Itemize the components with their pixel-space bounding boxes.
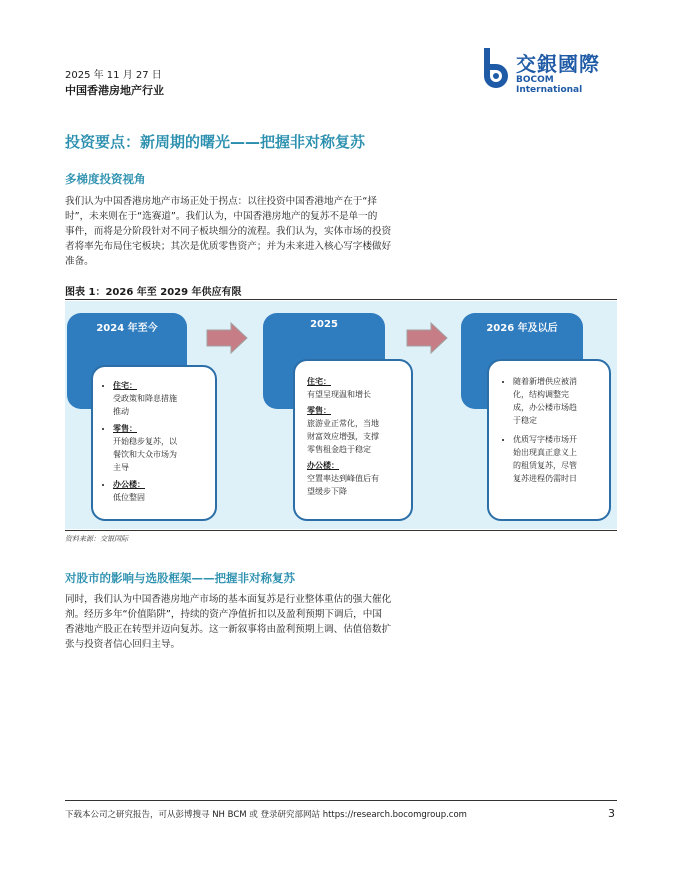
stage-card-2026-onward: [487, 359, 611, 521]
bocom-logo-icon: [474, 46, 514, 90]
section1-paragraph: [65, 194, 465, 269]
item-line: 受政策和降息措施: [113, 394, 177, 403]
paragraph-line: 准备。: [65, 256, 94, 267]
list-item: [513, 375, 609, 427]
section-title-stock-impact: 对股市的影响与选股框架——把握非对称复苏: [65, 571, 295, 585]
footer-text: 下载本公司之研究报告，可从彭博搜寻 NH BCM 或 登录研究部网站 https://research.bocomgroup.com: [65, 810, 467, 820]
item-label: 办公楼：: [113, 480, 145, 489]
logo-english-name: BOCOM International: [516, 75, 583, 95]
item-line: 旅游业正常化，当地: [307, 419, 379, 428]
list-item: [307, 459, 411, 498]
list-item: [113, 379, 215, 418]
stage-card-2024: [91, 365, 217, 521]
item-line: 开始稳步复苏，以: [113, 437, 177, 446]
figure-title: 图表 1：2026 年至 2029 年供应有限: [65, 287, 242, 298]
page-number: 3: [608, 807, 615, 820]
page-title: 投资要点：新周期的曙光——把握非对称复苏: [65, 133, 366, 151]
item-label: 住宅：: [307, 377, 331, 386]
paragraph-line: 香港地产股正在转型并迈向复苏。这一新叙事将由盈利预期上调、估值倍数扩: [65, 624, 392, 635]
item-line: 优质写字楼市场开: [513, 435, 577, 444]
item-line: 复苏进程仍需时日: [513, 474, 577, 483]
footer-rule: [65, 800, 617, 801]
item-line: 零售租金趋于稳定: [307, 445, 371, 454]
paragraph-line: 者将率先布局住宅板块；其次是优质零售资产；并为未来进入核心写字楼做好: [65, 241, 392, 252]
stage-header-label: 2026 年及以后: [486, 323, 558, 334]
paragraph-line: 时”，未来则在于“选赛道”。我们认为，中国香港房地产的复苏不是单一的: [65, 211, 378, 222]
item-label: 零售：: [307, 406, 331, 415]
item-label: 住宅：: [113, 381, 137, 390]
list-item: [113, 478, 215, 504]
figure-bottom-rule: [65, 530, 617, 531]
paragraph-line: 剂。经历多年“价值陷阱”，持续的资产净值折扣以及盈利预期下调后，中国: [65, 609, 382, 620]
item-line: 随着新增供应被消: [513, 377, 577, 386]
item-line: 餐饮和大众市场为: [113, 450, 177, 459]
item-line: 成，办公楼市场趋: [513, 403, 577, 412]
figure-panel: [65, 301, 617, 529]
logo-chinese-name: 交銀國際: [516, 52, 600, 76]
paragraph-line: 我们认为中国香港房地产市场正处于拐点：以往投资中国香港地产在于“择: [65, 196, 377, 207]
item-label: 办公楼：: [307, 461, 339, 470]
list-item: [307, 375, 411, 401]
section-title-investment-perspective: 多梯度投资视角: [65, 172, 146, 186]
item-line: 于稳定: [513, 416, 537, 425]
item-line: 化，结构调整完: [513, 390, 569, 399]
stage-header-label: 2024 年至今: [96, 323, 158, 334]
section2-paragraph: [65, 592, 465, 652]
stage-header-label: 2025: [310, 319, 338, 330]
paragraph-line: 同时，我们认为中国香港房地产市场的基本面复苏是行业整体重估的强大催化: [65, 594, 392, 605]
item-line: 始出现真正意义上: [513, 448, 577, 457]
report-date: 2025 年 11 月 27 日: [65, 70, 162, 81]
list-item: [513, 433, 609, 485]
stage-card-2025: [293, 359, 413, 521]
paragraph-line: 张与投资者信心回归主导。: [65, 639, 181, 650]
arrow-right-icon: [405, 321, 449, 355]
list-item: [307, 404, 411, 456]
item-line: 低位整固: [113, 493, 145, 502]
bocom-logo: [474, 46, 619, 95]
list-item: [113, 422, 215, 474]
item-line: 主导: [113, 463, 129, 472]
industry-label: 中国香港房地产行业: [65, 84, 164, 97]
item-line: 空置率达到峰值后有: [307, 474, 379, 483]
item-line: 有望呈现温和增长: [307, 390, 371, 399]
item-line: 的租赁复苏，尽管: [513, 461, 577, 470]
item-line: 推动: [113, 407, 129, 416]
item-line: 财富效应增强，支撑: [307, 432, 379, 441]
item-line: 望缓步下降: [307, 487, 347, 496]
paragraph-line: 事件，而将是分阶段针对不同子板块细分的流程。我们认为，实体市场的投资: [65, 226, 392, 237]
arrow-right-icon: [205, 321, 249, 355]
figure-source: 资料来源：交银国际: [65, 535, 128, 543]
item-label: 零售：: [113, 424, 137, 433]
